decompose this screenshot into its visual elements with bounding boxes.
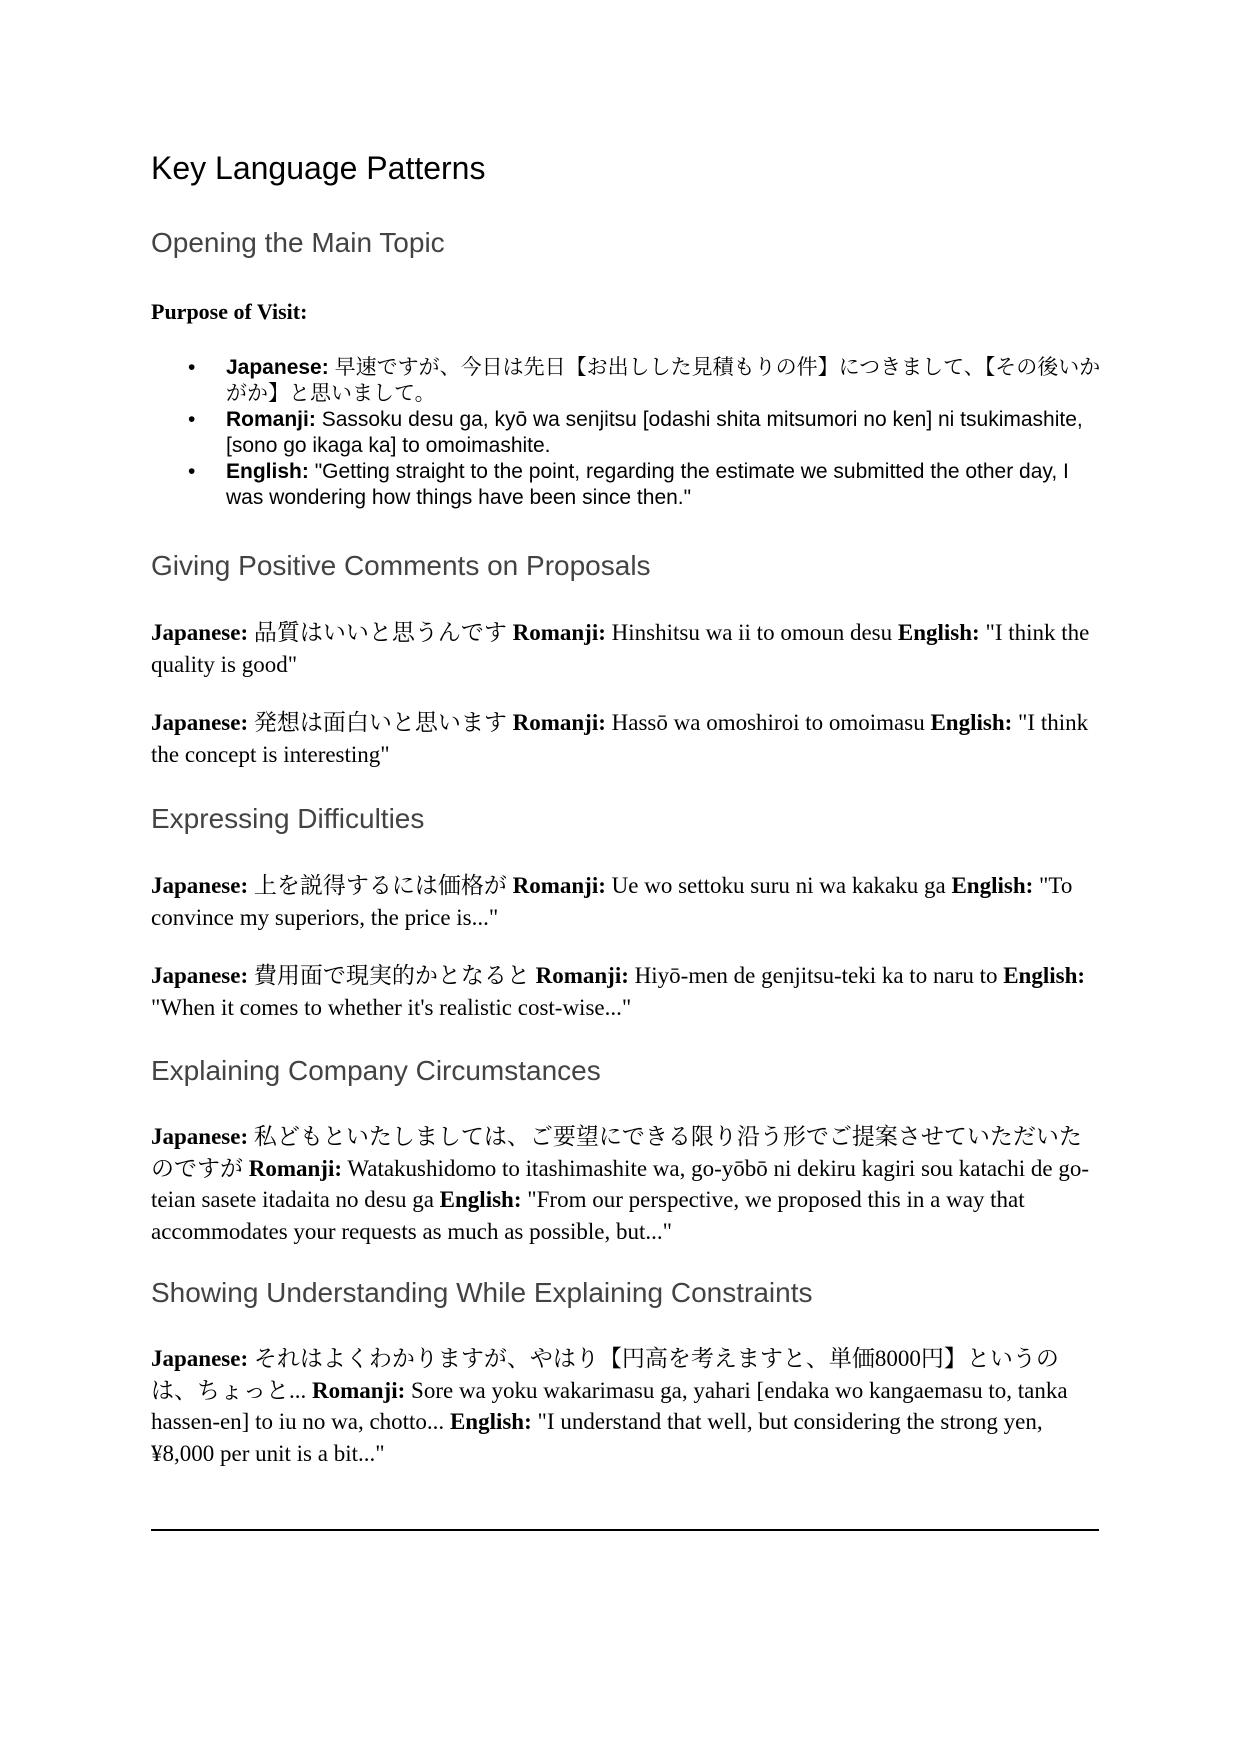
phrase-entry — [151, 617, 1101, 680]
phrase-entry — [151, 1121, 1101, 1247]
japanese-label: Japanese: — [151, 1124, 249, 1149]
list-item — [151, 355, 1101, 407]
english-text: "I think the concept is interesting" — [151, 710, 1089, 767]
romanji-label: Romanji: — [512, 620, 606, 645]
romanji-label: Romanji: — [248, 1155, 343, 1181]
phrase-entry — [151, 960, 1101, 1023]
japanese-text: それはよくわかりますが、やはり【円高を考えますと、単価8000円】というのは、ちょっと... — [151, 1346, 1059, 1403]
english-label: English: — [226, 460, 309, 483]
english-label: English: — [897, 620, 980, 645]
romanji-label: Romanji: — [512, 873, 606, 898]
purpose-bullet-list — [151, 355, 1101, 511]
english-label: English: — [1003, 963, 1086, 988]
japanese-label: Japanese: — [151, 873, 249, 898]
section-heading-understanding-constraints: Showing Understanding While Explaining Constraints — [151, 1277, 813, 1308]
phrase-entry — [151, 870, 1101, 933]
english-text: "When it comes to whether it's realistic cost-wise..." — [151, 994, 632, 1020]
english-label: English: — [951, 873, 1034, 898]
horizontal-rule-divider — [151, 1529, 1099, 1531]
section-heading-difficulties: Expressing Difficulties — [151, 803, 425, 834]
japanese-label: Japanese: — [226, 356, 329, 379]
phrase-entry — [151, 1343, 1101, 1469]
list-item — [151, 459, 1101, 511]
romanji-text: Hinshitsu wa ii to omoun desu — [611, 620, 893, 645]
japanese-label: Japanese: — [151, 963, 249, 988]
english-text: "To convince my superiors, the price is..." — [151, 873, 1073, 930]
japanese-label: Japanese: — [151, 710, 249, 735]
japanese-text: 品質はいいと思うんです — [253, 620, 507, 645]
english-text: "From our perspective, we proposed this in a way that accommodates your requests as much as possible, but..." — [151, 1187, 1025, 1244]
english-text: "I understand that well, but considering the strong yen, ¥8,000 per unit is a bit..." — [151, 1409, 1043, 1466]
section-heading-positive-comments: Giving Positive Comments on Proposals — [151, 550, 651, 581]
english-label: English: — [439, 1187, 522, 1212]
japanese-label: Japanese: — [151, 1346, 249, 1371]
english-text: "Getting straight to the point, regarding the estimate we submitted the other day, I was wondering how things have been since then." — [226, 460, 1069, 509]
japanese-label: Japanese: — [151, 620, 249, 645]
japanese-text: 上を説得するには価格が — [253, 873, 507, 898]
romanji-text: Hiyō-men de genjitsu-teki ka to naru to — [634, 963, 998, 988]
purpose-of-visit-label: Purpose of Visit: — [151, 299, 308, 324]
page-title: Key Language Patterns — [151, 150, 486, 186]
romanji-text: Hassō wa omoshiroi to omoimasu — [611, 710, 925, 735]
romanji-label: Romanji: — [226, 408, 316, 431]
romanji-text: Sassoku desu ga, kyō wa senjitsu [odashi shita mitsumori no ken] ni tsukimashite, [sono go ikaga ka] to omoimashite. — [226, 408, 1083, 457]
japanese-text: 早速ですが、今日は先日【お出しした見積もりの件】につきまして、【その後いかがか】と思いまして。 — [226, 356, 1101, 405]
section-heading-opening: Opening the Main Topic — [151, 227, 445, 258]
romanji-text: Watakushidomo to itashimashite wa, go-yōbō ni dekiru kagiri sou katachi de go-teian sasete itadaita no desu ga — [151, 1155, 1090, 1212]
romanji-label: Romanji: — [512, 710, 606, 735]
section-heading-company-circumstances: Explaining Company Circumstances — [151, 1055, 601, 1086]
english-label: English: — [449, 1409, 532, 1434]
english-text: "I think the quality is good" — [151, 620, 1090, 677]
japanese-text: 費用面で現実的かとなると — [253, 963, 530, 988]
japanese-text: 発想は面白いと思います — [253, 710, 507, 735]
romanji-label: Romanji: — [312, 1377, 406, 1403]
romanji-label: Romanji: — [535, 963, 629, 988]
phrase-entry — [151, 707, 1101, 770]
list-item — [151, 407, 1101, 459]
english-label: English: — [930, 710, 1013, 735]
japanese-text: 私どもといたしましては、ご要望にできる限り沿う形でご提案させていただいたのですが — [151, 1124, 1082, 1181]
romanji-text: Sore wa yoku wakarimasu ga, yahari [endaka wo kangaemasu to, tanka hassen-en] to iu no wa, chotto... — [151, 1377, 1068, 1434]
romanji-text: Ue wo settoku suru ni wa kakaku ga — [611, 873, 946, 898]
